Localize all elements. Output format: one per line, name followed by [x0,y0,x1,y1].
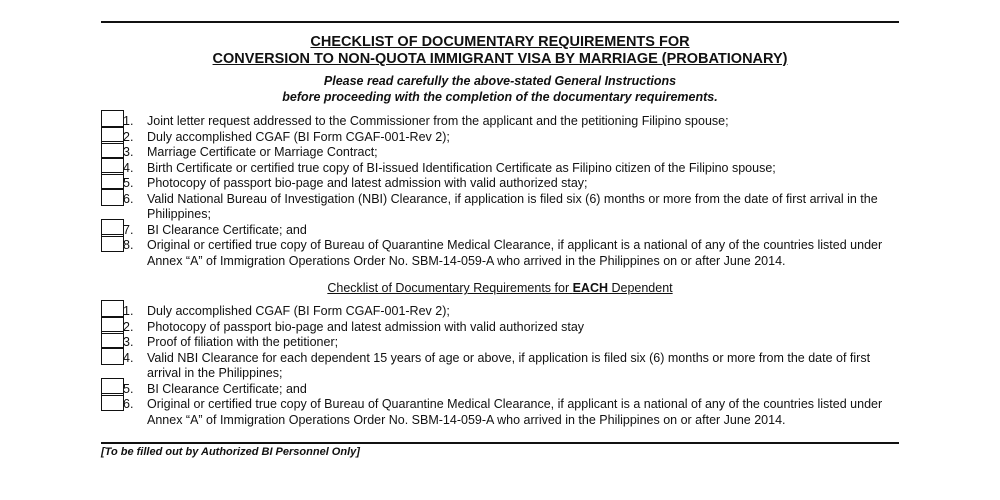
requirement-item [101,382,901,398]
requirement-number: 5. [123,381,134,396]
requirement-number: 7. [123,222,134,237]
requirement-text: Duly accomplished CGAF (BI Form CGAF-001-Rev 2); [147,304,450,318]
requirement-number: 1. [123,304,134,318]
requirement-number: 6. [123,191,134,206]
requirement-text: Joint letter request addressed to the Commissioner from the applicant and the petitioning Filipino spouse; [147,114,729,128]
requirement-number: 2. [123,129,134,144]
dependent-requirements-list [101,304,901,428]
dependent-heading-post: Dependent [608,281,673,295]
requirement-number: 1. [123,114,134,128]
requirement-item [101,304,901,320]
requirement-item [101,223,901,239]
instruction-line2: before proceeding with the completion of the documentary requirements. [282,90,718,104]
page-title-line2: CONVERSION TO NON-QUOTA IMMIGRANT VISA BY MARRIAGE (PROBATIONARY) [212,51,788,67]
requirement-item [101,145,901,161]
requirement-number: 8. [123,238,134,252]
instruction-line1: Please read carefully the above-stated General Instructions [323,74,677,88]
page-title-line1: CHECKLIST OF DOCUMENTARY REQUIREMENTS FOR [310,34,690,50]
requirement-text: Photocopy of passport bio-page and latest admission with valid authorized stay [147,319,585,334]
requirement-item [101,320,901,336]
requirement-text: Original or certified true copy of Bureau of Quarantine Medical Clearance, if applicant is a national of any of the countries listed under Annex “A” of Immigration Operations Order No. SBM-14-059-A who arrived in the Philippines on or after June 2014. [147,238,883,268]
requirement-number: 4. [123,160,134,175]
requirement-text: Proof of filiation with the petitioner; [147,335,339,349]
top-rule [101,21,899,23]
requirement-checkbox[interactable] [101,234,124,252]
requirement-checkbox[interactable] [101,393,124,411]
main-requirements-list [101,114,901,269]
requirement-item [101,192,901,223]
dependent-heading-bold: EACH [572,281,608,295]
requirement-checkbox[interactable] [101,188,124,206]
dependent-heading-pre: Checklist of Documentary Requirements for [327,281,573,295]
footer-note: [To be filled out by Authorized BI Personnel Only] [101,446,360,458]
requirement-item [101,351,901,382]
requirement-item [101,161,901,177]
requirement-number: 6. [123,397,134,411]
requirement-item [101,397,901,428]
requirement-text: Photocopy of passport bio-page and latest admission with valid authorized stay; [147,176,588,190]
requirement-text: Marriage Certificate or Marriage Contract; [147,145,378,159]
requirement-text: Duly accomplished CGAF (BI Form CGAF-001-Rev 2); [147,129,450,144]
requirement-item [101,335,901,351]
requirement-number: 2. [123,319,134,334]
requirement-text: Valid NBI Clearance for each dependent 15 years of age or above, if application is filed six (6) months or more from the date of first arrival in the Philippines; [147,350,871,380]
requirement-text: BI Clearance Certificate; and [147,222,307,237]
requirement-number: 3. [123,145,134,159]
requirement-checkbox[interactable] [101,347,124,365]
requirement-item [101,238,901,269]
requirement-text: Birth Certificate or certified true copy of BI-issued Identification Certificate as Filipino citizen of the Filipino spouse; [147,160,776,175]
requirement-number: 5. [123,176,134,190]
dependent-section-heading [0,281,1000,296]
requirement-number: 3. [123,335,134,349]
requirement-item [101,130,901,146]
requirement-text: Valid National Bureau of Investigation (NBI) Clearance, if application is filed six (6) months or more from the date of first arrival in the Philippines; [147,191,878,221]
requirement-item [101,176,901,192]
requirement-number: 4. [123,350,134,365]
requirement-text: Original or certified true copy of Bureau of Quarantine Medical Clearance, if applicant is a national of any of the countries listed under Annex “A” of Immigration Operations Order No. SBM-14-059-A who arrived in the Philippines on or after June 2014. [147,397,883,427]
requirement-item [101,114,901,130]
requirement-text: BI Clearance Certificate; and [147,381,307,396]
bottom-rule [101,442,899,444]
